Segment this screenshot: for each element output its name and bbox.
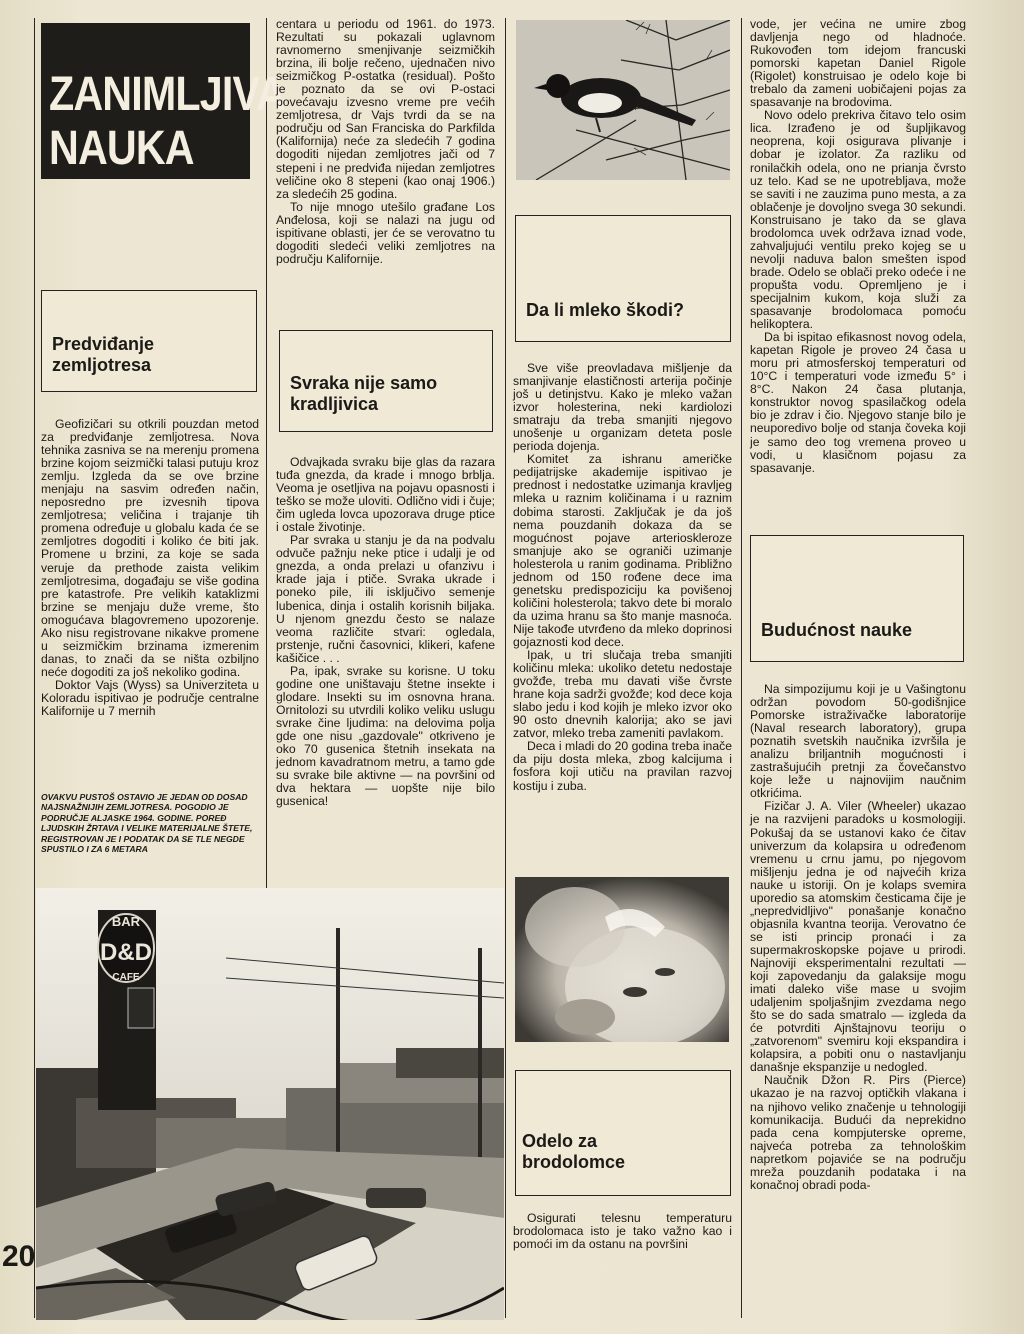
- paragraph: Pa, ipak, svrake su korisne. U toku godine one uništavaju štetne insekte i glodare. Insekti su im osnovna hrana. Ornitolozi su utvrdili koliko veliku uslugu svrake čine ljudima: na delovima polja gde one nisu „gazdovale" otkriveno je oko 70 gusenica štetnih insekata na jednom kavadratnom metru, a tamo gde su svrake bile aktivne — na površini od dva hektara — uopšte nije bilo gusenica!: [276, 663, 495, 809]
- article-title-box: [41, 290, 257, 392]
- paragraph: Sve više preovladava mišljenje da smanjivanje elastičnosti arterija počinje još u detinjstvu. Kako je mleko važan izvor holesterina, neki kardiolozi smatraju da treba smanjiti njegovo unošenje u organizam deteta posle perioda dojenja.: [513, 361, 732, 454]
- article-title-box: [750, 535, 964, 662]
- article-body: [41, 418, 259, 718]
- paragraph: Doktor Vajs (Wyss) sa Univerziteta u Koloradu ispitivao je područje centralne Kalifornije u 7 mernih: [41, 677, 259, 719]
- section-masthead: [41, 23, 286, 179]
- sign-bar: BAR: [111, 914, 141, 929]
- paragraph: Geofizičari su otkrili pouzdan metod za predviđanje zemljotresa. Nova tehnika zasniva se na merenju promena brzine kojom seizmički talasi putuju kroz zemlju. Izgleda da se ove brzine menjaju na sasvim određen način, neposredno pre izvesnih tipova zemljotresa; veličina i trajanje tih promena određuje u globalu kada će se zemljotres dogoditi i koliko će biti jak. Promene u brzini, za koje se sada veruje da prethode zaista velikim zemljotresima, događaju se više godina pre katastrofe. Pre velikih kataklizmi brzine se menjaju duže vreme, što omogućava blagovremeno upozorenje. Ako nisu registrovane nikakve promene u seizmičkim brzinama izmerenim danas, to znači da se ništa ozbiljno neće dogoditi za još nekoliko godina.: [41, 417, 259, 679]
- earthquake-photo: [36, 888, 504, 1320]
- article-title: Budućnost nauke: [761, 620, 913, 640]
- magpie-photo: [516, 20, 730, 180]
- paragraph: Ipak, u tri slučaja treba smanjiti količinu mleka: ukoliko detetu nedostaje gvožđe, treba mu davati više čvrste hrane koja sadrži gvožđe; kod dece koja slabo jedu i kod kojih je mleko izvor oko 90 osto dnevnih kalorija; ako se javi zatvor, mleko treba zameniti pavlakom.: [513, 648, 732, 741]
- article-body: [276, 18, 495, 266]
- sign-cafe: CAFE: [112, 972, 140, 983]
- baby-photo: [515, 877, 729, 1042]
- paragraph: Par svraka u stanju je da na podvalu odvuče pažnju neke ptice i udalji je od gnezda, a onda prelazi u ofanzivu i krade jaja i ptiče. Svraka ukrade i poneko pile, ili isključivo semenje lubenica, dinja i ostalih korisnih biljaka. U njenom gnezdu često se nalaze veoma različite stvari: ogledala, prstenje, ručni časovnici, klikeri, kafene kašičice . . .: [276, 533, 495, 665]
- paragraph: vode, jer većina ne umire zbog davljenja nego od hladnoće. Rukovođen tom idejom francuski pomorski kapetan Daniel Rigole (Rigolet) konstruisao je odelo koje bi trebalo da zameni uobičajeni pojas za spasavanje na brodovima.: [750, 17, 966, 110]
- masthead-line2: NAUKA: [49, 122, 194, 175]
- paragraph: Na simpozijumu koji je u Vašingtonu održan povodom 50-godišnjice Pomorske istraživačke laboratorije (Naval research laboratory), grupa poznatih svetskih naučnika izvršila je analizu briljantnih mogućnosti i zastrašujućih pretnji za čovečanstvo koje leže u najnovijim naučnim otkrićima.: [750, 682, 966, 801]
- sign-dd: D&D: [100, 939, 152, 966]
- article-title: Predviđanje zemljotresa: [52, 334, 155, 375]
- article-body: [750, 18, 966, 475]
- article-body: [513, 1212, 732, 1251]
- column-rule: [741, 18, 742, 1318]
- paragraph: Deca i mladi do 20 godina treba inače da piju dosta mleka, zbog kalcijuma i fosfora koji utiču na pravilan razvoj kostiju i zuba.: [513, 739, 732, 793]
- article-title-box: [515, 215, 731, 342]
- column-rule: [505, 18, 506, 1318]
- paragraph: To nije mnogo utešilo građane Los Anđelosa, koji se nalazi na jugu od ispitivane oblasti, jer će se verovatno tu dogoditi sledeći veliki zemljotres na području Kalifornije.: [276, 199, 495, 266]
- page-number: 20: [2, 1240, 36, 1273]
- article-title: Odelo za brodolomce: [522, 1131, 626, 1172]
- photo-caption: OVAKVU PUSTOŠ OSTAVIO JE JEDAN OD DOSAD NAJSNAŽNIJIH ZEMLJOTRESA. POGODIO JE PODRUČJE ALJASKE 1964. GODINE. POREĐ LJUDSKIH ŽRTAVA I VELIKE MATERIJALNE ŠTETE, REGISTROVAN JE I PODATAK DA SE TLE NEGDE SPUSTILO I ZA 6 METARA: [41, 792, 253, 855]
- article-body: [276, 456, 495, 808]
- article-body: [750, 683, 966, 1192]
- paragraph: Fizičar J. A. Viler (Wheeler) ukazao je na razvijeni paradoks u kosmologiji. Pokušaj da se ustanovi kako će čitav univerzum da kolapsira u određenom vremenu u crnu jamu, po njegovom mišljenju jedna je od najvećih kriza nauke u istoriji. On je kolaps svemira uporedio sa atomskim česticama čije je „nepredvidljivo" ponašanje konačno objasnila kvantna teorija. Verovatno će se isti princip pronaći i za supermakroskopske pojave u prirodi. Najnoviji eksperimentalni rezultati — koji zapovedanju da galaksije mogu imati daleko više mase u svojim udaljenim spoljašnjim zvezdama nego što se do sada smatralo — izgleda da će potvrditi Ajnštajnovu teoriju o „zatvorenom" svemiru koji ekspandira i kolapsira, a pobiti onu o nastavljanju današnje ekspanzije u nedogled.: [750, 799, 966, 1075]
- paragraph: Novo odelo prekriva čitavo telo osim lica. Izrađeno je od šupljikavog neoprena, koji osigurava plivanje i dobar je izolator. Za razliku od ronilačkih odela, ono ne prianja čvrsto uz telo. Kad se ne upotrebljava, može se saviti i ne zauzima puno mesta, a za oblačenje je dovoljno svega 30 sekundi. Konstruisano je tako da se glava brodolomca uvek održava iznad vode, zahvaljujući ventilu preko kojeg se u nevolji naduva balon smešten ispod brade. Odelo se oblači preko odeće i ne propušta vodu. Opremljeno je i specijalnim kukom, koja služi za spasavanje brodolomaca pomoću helikoptera.: [750, 108, 966, 332]
- paragraph: Odvajkada svraku bije glas da razara tuđa gnezda, da krade i mnogo brblja. Veoma je osetljiva na pojavu opasnosti i teško se može uloviti. Odlično vidi i čuje; čim ugleda lovca upozorava druge ptice i ostale životinje.: [276, 455, 495, 535]
- paragraph: Komitet za ishranu američke pedijatrijske akademije ispitivao je prednost i nedostatke uzimanja kravljeg mleka u raznim količinama i u raznim dobima starosti. Zaključak je da još nema pouzdanih dokaza da se mogućnost pojave arterioskleroze smanjuje ako se ograniči uzimanje holesterola u ranim godinama. Približno jednom od 150 rođene dece ima genetsku predispoziciju ka povišenoj količini holesterola; takvo dete bi moralo da uzima hranu sa što manje masnoća. Nije takođe utvrđeno da mleko doprinosi gojaznosti kod dece.: [513, 452, 732, 649]
- column-rule: [266, 18, 267, 888]
- masthead-line1: ZANIMLJIVA: [49, 68, 286, 121]
- article-title-box: [515, 1070, 731, 1196]
- article-title: Svraka nije samo kradljivica: [290, 373, 438, 414]
- paragraph: Osigurati telesnu temperaturu brodolomaca isto je tako važno kao i pomoći im da ostanu na površini: [513, 1211, 732, 1252]
- paragraph: centara u periodu od 1961. do 1973. Rezultati su pokazali uglavnom ravnomerno smenjivanje seizmičkih brzina, ili bolje rečeno, ujednačen nivo seizmičkog P-ostatka (residual). Pošto je poznato da se ovi P-ostaci povećavaju izvesno vreme pre većih zemljotresa, dr Vajs tvrdi da se na području od San Franciska do Parkfilda (Kalifornija) neće za sledećih 7 godina dogoditi nijedan zemljotres jači od 7 stepeni i ne predviđa nijedan zemljotres veličine oko 8 stepeni (kao onaj 1906.) za sledećih 25 godina.: [276, 17, 495, 201]
- paragraph: Da bi ispitao efikasnost novog odela, kapetan Rigole je proveo 24 časa u moru pri atmosferskoj temperaturi od 10°C i temperaturi vode između 5° i 8°C. Nakon 24 časa plutanja, konstruktor novog spasilačkog odela bio je zdrav i čio. Njegovo stanje bilo je neuporedivo bolje od stanja čoveka koji je samo deo tog vremena proveo u vodi, u klasičnom pojasu za spasavanje.: [750, 330, 966, 475]
- article-title-box: [279, 330, 493, 432]
- paragraph: Naučnik Džon R. Pirs (Pierce) ukazao je na razvoj optičkih vlakana i na njihovo veliko značenje u tehnologiji komunikacija. Budući da neprekidno pada cena kompjuterske opreme, najveća potreba za tehnološkim napretkom pojaviće se na području mreža pouzdanih podataka i na konačnoj obradi poda-: [750, 1073, 966, 1192]
- article-body: [513, 362, 732, 793]
- article-title: Da li mleko škodi?: [526, 300, 685, 320]
